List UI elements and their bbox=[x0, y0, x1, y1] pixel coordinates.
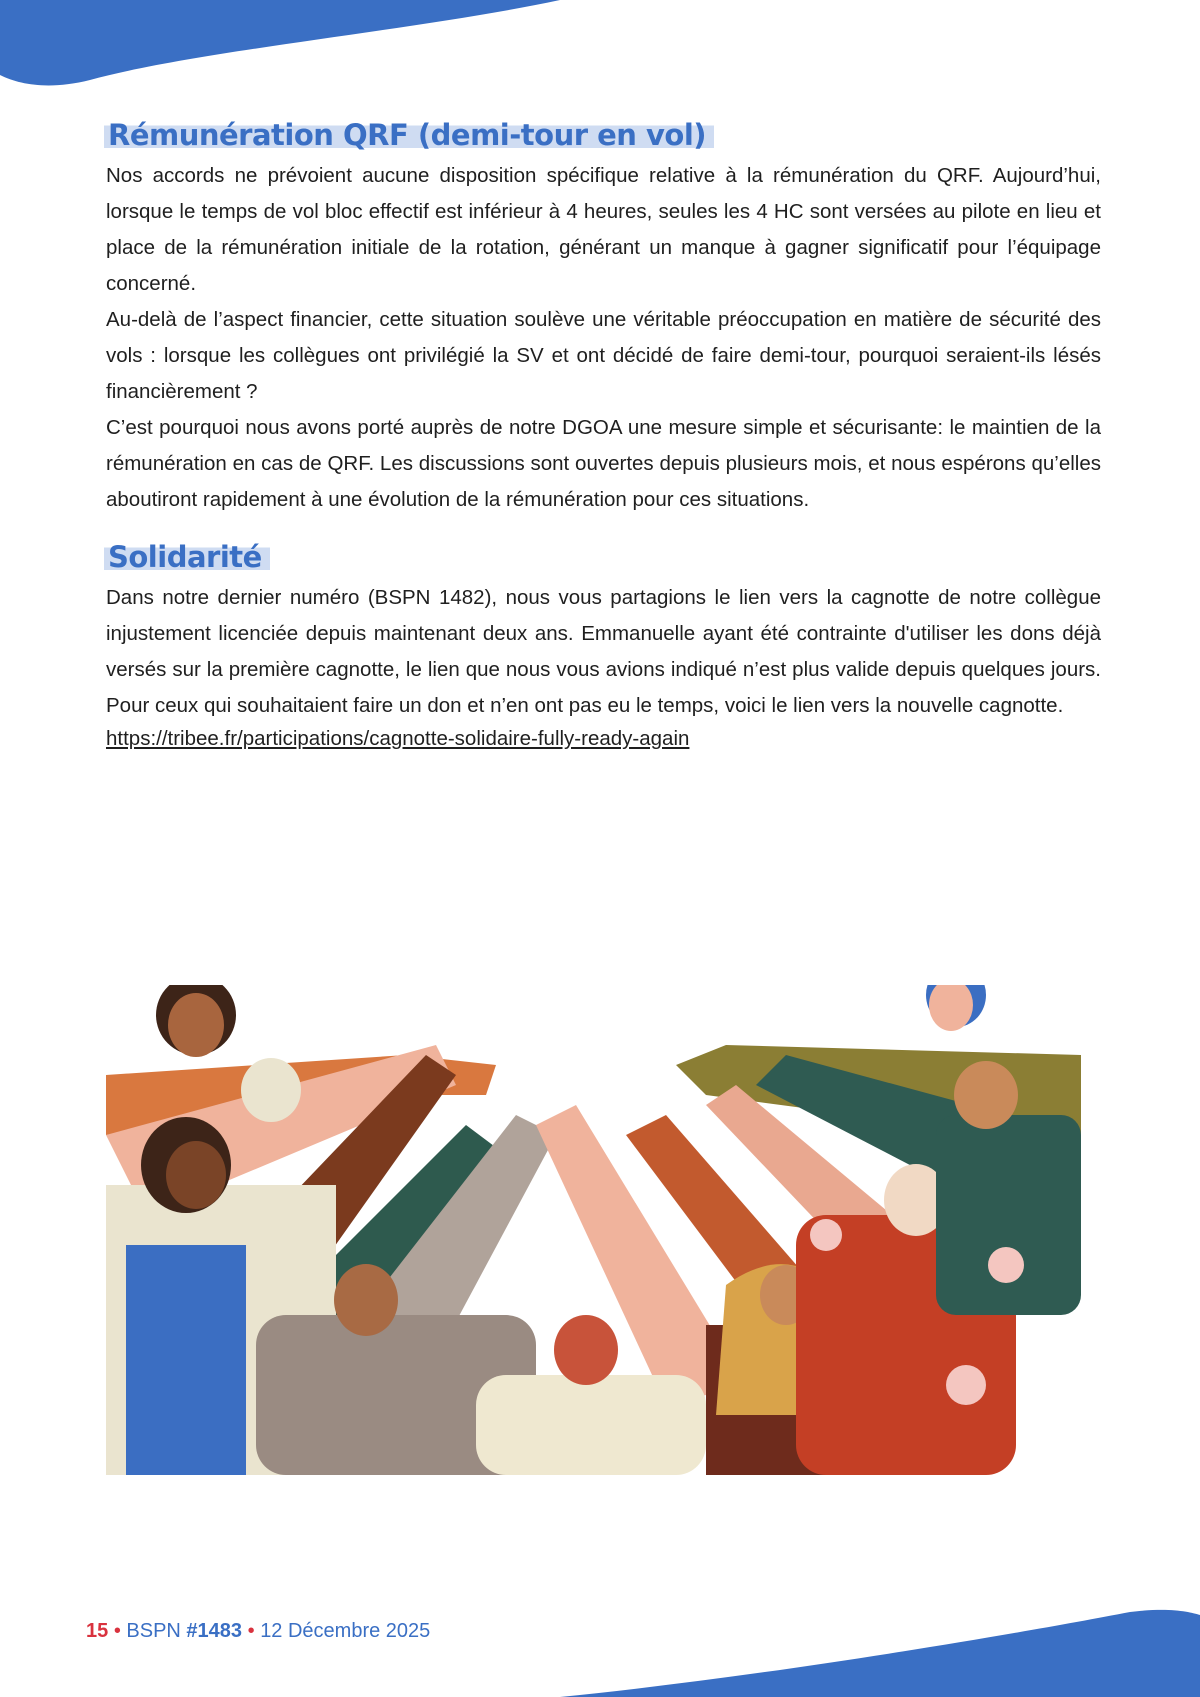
paragraph: Au-delà de l’aspect financier, cette situation soulève une véritable préoccupation en matière de sécurité des vols : lorsque les collègues ont privilégié la SV et ont décidé de faire demi-tour, pourquoi seraient-ils lésés financièrement ? bbox=[106, 308, 1101, 403]
section-solidarite bbox=[106, 540, 1101, 754]
cagnotte-link[interactable]: https://tribee.fr/participations/cagnotte-solidaire-fully-ready-again bbox=[106, 727, 690, 750]
article-content bbox=[106, 118, 1101, 754]
section-remuneration-qrf bbox=[106, 118, 1101, 518]
separator: • bbox=[113, 1620, 121, 1642]
solidarity-illustration bbox=[106, 985, 1081, 1475]
issue-number: #1483 bbox=[186, 1620, 243, 1642]
paragraph: Nos accords ne prévoient aucune disposition spécifique relative à la rémunération du QRF. Aujourd’hui, lorsque le temps de vol bloc effectif est inférieur à 4 heures, seules les 4 HC sont versées au pilote en lieu et place de la rémunération initiale de la rotation, générant un manque à gagner significatif pour l’équipage concerné. bbox=[106, 164, 1101, 295]
publication-name: BSPN bbox=[126, 1620, 181, 1642]
section-title: Solidarité bbox=[104, 540, 270, 574]
paragraph: Dans notre dernier numéro (BSPN 1482), nous vous partagions le lien vers la cagnotte de notre collègue injustement licenciée depuis maintenant deux ans. Emmanuelle ayant été contrainte d'utiliser les dons déjà versés sur la première cagnotte, le lien que nous vous avions indiqué n’est plus valide depuis quelques jours. Pour ceux qui souhaitaient faire un don et n’en ont pas eu le temps, voici le lien vers la nouvelle cagnotte. bbox=[106, 586, 1101, 717]
issue-date: 12 Décembre 2025 bbox=[260, 1620, 431, 1642]
separator: • bbox=[247, 1620, 255, 1642]
section-title: Rémunération QRF (demi-tour en vol) bbox=[104, 118, 714, 152]
paragraph: C’est pourquoi nous avons porté auprès de notre DGOA une mesure simple et sécurisante: le maintien de la rémunération en cas de QRF. Les discussions sont ouvertes depuis plusieurs mois, et nous espérons qu’elles aboutiront rapidement à une évolution de la rémunération pour ces situations. bbox=[106, 416, 1101, 511]
page-number: 15 bbox=[86, 1620, 109, 1642]
top-wave-decoration bbox=[0, 0, 600, 90]
page-footer bbox=[86, 1620, 430, 1643]
